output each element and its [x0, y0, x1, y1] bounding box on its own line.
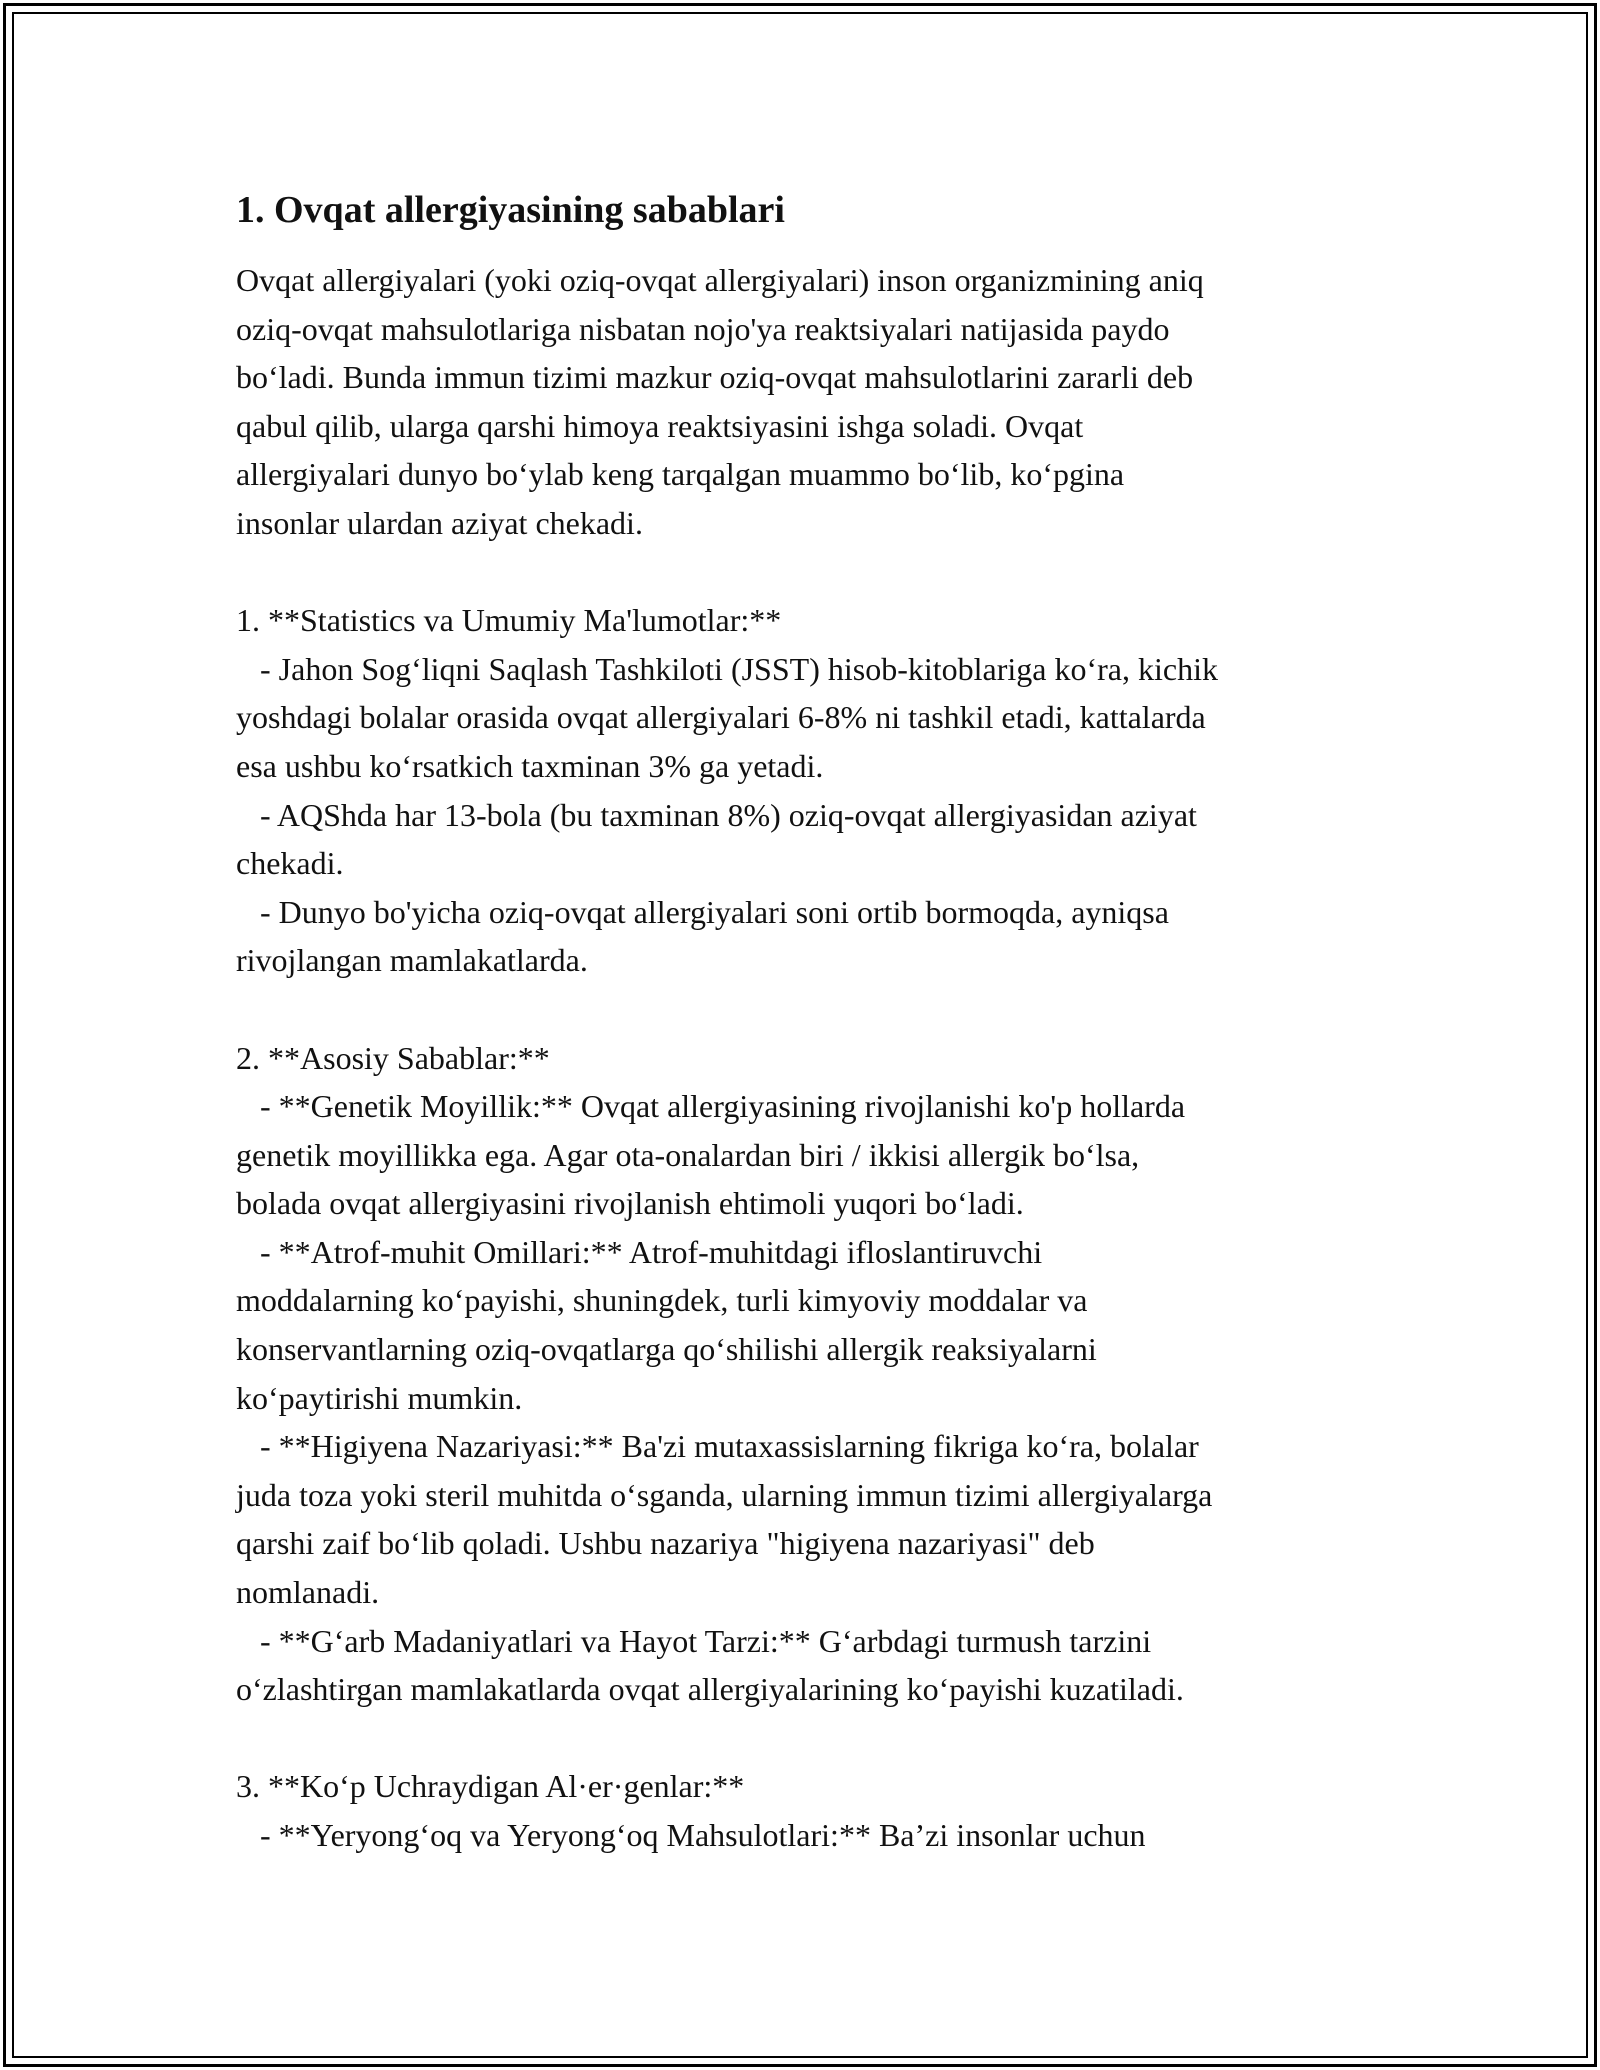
page-title: 1. Ovqat allergiyasining sabablari [236, 189, 785, 231]
document-content [236, 186, 1386, 1860]
body-text: Ovqat allergiyalari (yoki oziq-ovqat allergiyalari) inson organizmining aniq oziq-ovqat mahsulotlariga nisbatan nojo'ya reaktsiyalari natijasida paydo bo‘ladi. Bunda immun tizimi mazkur oziq-ovqat mahsulotlarini zararli deb qabul qilib, ularga qarshi himoya reaktsiyasini ishga soladi. Ovqat allergiyalari dunyo bo‘ylab keng tarqalgan muammo bo‘lib, ko‘pgina insonlar ulardan aziyat chekadi. 1. **Statistics va Umumiy Ma'lumotlar:** - Jahon Sog‘liqni Saqlash Tashkiloti (JSST) hisob-kitoblariga ko‘ra, kichik yoshdagi bolalar orasida ovqat allergiyalari 6-8% ni tashkil etadi, kattalarda esa ushbu ko‘rsatkich taxminan 3% ga yetadi. - AQShda har 13-bola (bu taxminan 8%) oziq-ovqat allergiyasidan aziyat chekadi. - Dunyo bo'yicha oziq-ovqat allergiyalari soni ortib bormoqda, ayniqsa rivojlangan mamlakatlarda. 2. **Asosiy Sabablar:** - **Genetik Moyillik:** Ovqat allergiyasining rivojlanishi ko'p hollarda genetik moyillikka ega. Agar ota-onalardan biri / ikkisi allergik bo‘lsa, bolada ovqat allergiyasini rivojlanish ehtimoli yuqori bo‘ladi. - **Atrof-muhit Omillari:** Atrof-muhitdagi ifloslantiruvchi moddalarning ko‘payishi, shuningdek, turli kimyoviy moddalar va konservantlarning oziq-ovqatlarga qo‘shilishi allergik reaksiyalarni ko‘paytirishi mumkin. - **Higiyena Nazariyasi:** Ba'zi mutaxassislarning fikriga ko‘ra, bolalar juda toza yoki steril muhitda o‘sganda, ularning immun tizimi allergiyalarga qarshi zaif bo‘lib qoladi. Ushbu nazariya "higiyena nazariyasi" deb nomlanadi. - **G‘arb Madaniyatlari va Hayot Tarzi:** G‘arbdagi turmush tarzini o‘zlashtirgan mamlakatlarda ovqat allergiyalarining ko‘payishi kuzatiladi. 3. **Ko‘p Uchraydigan Al·er·genlar:** - **Yeryong‘oq va Yeryong‘oq Mahsulotlari:** Ba’zi insonlar uchun [236, 262, 1218, 1853]
